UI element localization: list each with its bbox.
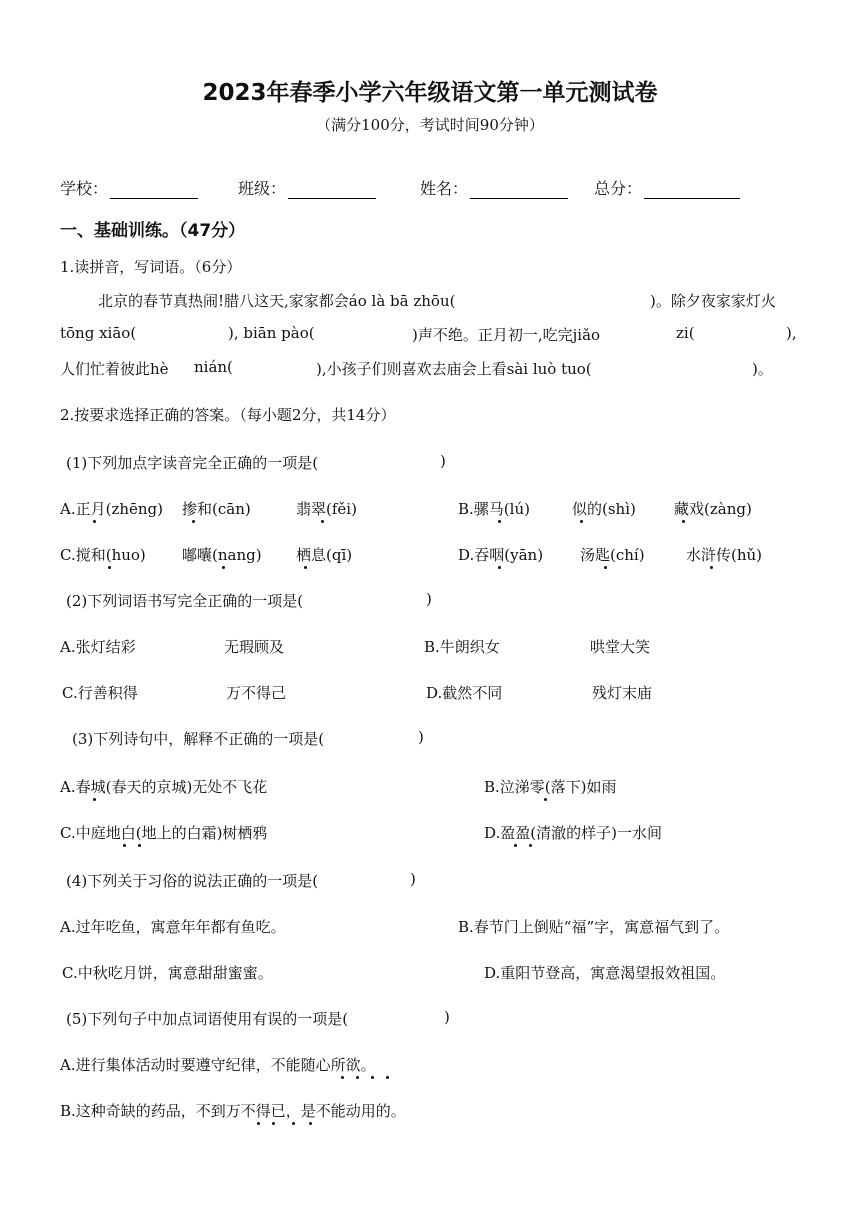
q1-line2-a: tōng xiāo(: [60, 324, 137, 342]
q2-p2-option-b2: 哄堂大笑: [590, 638, 651, 656]
q1-line2-c: )声不绝。正月初一,吃完jiǎo: [412, 326, 601, 344]
q2-p1-option-b2: 似的(shì): [572, 500, 636, 518]
page-subtitle: （满分100分，考试时间90分钟）: [316, 116, 544, 134]
q1-line2-b: ), biān pào(: [228, 324, 315, 342]
q2-p1-option-a2: 掺和(cān): [182, 500, 251, 518]
q2-p1-option-d2: 汤匙(chí): [580, 546, 645, 564]
q2-p5-close: ): [444, 1008, 450, 1026]
q1-line3-c: ),小孩子们则喜欢去庙会上看sài luò tuo(: [316, 360, 592, 378]
q2-p1-stem: (1)下列加点字读音完全正确的一项是(: [66, 454, 319, 472]
q2-p4-close: ): [410, 870, 416, 888]
q2-p3-option-b: B.泣涕零(落下)如雨: [484, 778, 617, 796]
q1-line3-b: nián(: [194, 358, 233, 376]
q2-p3-stem: (3)下列诗句中，解释不正确的一项是(: [72, 730, 325, 748]
q2-p1-option-a: A.正月(zhēng): [60, 500, 164, 518]
total-field: [594, 176, 740, 199]
q2-p3-option-d: D.盈盈(清澈的样子)一水间: [484, 824, 662, 842]
q1-line2-d: zi(: [676, 324, 695, 342]
q2-p3-close: ): [418, 728, 424, 746]
q2-title: 2.按要求选择正确的答案。（每小题2分，共14分）: [60, 406, 396, 424]
q2-p1-option-d: D.吞咽(yān): [458, 546, 544, 564]
q2-p2-stem: (2)下列词语书写完全正确的一项是(: [66, 592, 304, 610]
school-blank[interactable]: [110, 180, 198, 199]
name-blank[interactable]: [470, 180, 568, 199]
q2-p2-option-b: B.牛朗织女: [424, 638, 500, 656]
class-blank[interactable]: [288, 180, 376, 199]
q1-line1-b: )。除夕夜家家灯火: [650, 292, 776, 310]
q2-p1-option-b3: 藏戏(zàng): [674, 500, 752, 518]
q2-p5-option-a: A.进行集体活动时要遵守纪律，不能随心所欲。: [60, 1056, 376, 1074]
q2-p2-option-a: A.张灯结彩: [60, 638, 136, 656]
q2-p1-option-c3: 栖息(qī): [296, 546, 353, 564]
page-title: 2023年春季小学六年级语文第一单元测试卷: [202, 80, 658, 106]
school-label: 学校：: [60, 179, 109, 198]
q2-p2-option-c: C.行善积得: [62, 684, 138, 702]
total-label: 总分：: [594, 179, 643, 198]
q1-line3-a: 人们忙着彼此hè: [60, 360, 169, 378]
q2-p5-stem: (5)下列句子中加点词语使用有误的一项是(: [66, 1010, 349, 1028]
name-label: 姓名：: [420, 179, 469, 198]
q2-p2-option-d2: 残灯末庙: [592, 684, 653, 702]
q2-p2-option-d: D.截然不同: [426, 684, 503, 702]
q2-p2-option-c2: 万不得己: [226, 684, 287, 702]
q2-p4-stem: (4)下列关于习俗的说法正确的一项是(: [66, 872, 319, 890]
section1-title: 一、基础训练。（47分）: [60, 221, 246, 241]
q2-p2-close: ): [426, 590, 432, 608]
school-field: [60, 176, 198, 199]
q2-p4-option-d: D.重阳节登高，寓意渴望报效祖国。: [484, 964, 726, 982]
q2-p1-option-c2: 嘟囔(nang): [182, 546, 262, 564]
q2-p1-option-a3: 翡翠(fěi): [296, 500, 357, 518]
q1-line1-a: 北京的春节真热闹!腊八这天,家家都会áo là bā zhōu(: [98, 292, 456, 310]
q2-p4-option-a: A.过年吃鱼，寓意年年都有鱼吃。: [60, 918, 286, 936]
q2-p4-option-b: B.春节门上倒贴“福”字，寓意福气到了。: [458, 918, 730, 936]
q1-title: 1.读拼音，写词语。（6分）: [60, 258, 242, 276]
q2-p3-option-c: C.中庭地白(地上的白霜)树栖鸦: [60, 824, 268, 842]
q2-p3-option-a: A.春城(春天的京城)无处不飞花: [60, 778, 268, 796]
name-field: [420, 176, 568, 199]
q1-line3-d: )。: [752, 360, 773, 378]
total-blank[interactable]: [644, 180, 740, 199]
q2-p1-close: ): [440, 452, 446, 470]
q2-p1-option-b: B.骡马(lú): [458, 500, 530, 518]
q2-p4-option-c: C.中秋吃月饼，寓意甜甜蜜蜜。: [62, 964, 273, 982]
class-label: 班级：: [238, 179, 287, 198]
q1-line2-e: ),: [786, 324, 797, 342]
class-field: [238, 176, 376, 199]
q2-p1-option-d3: 水浒传(hǔ): [686, 546, 763, 564]
q2-p2-option-a2: 无瑕顾及: [224, 638, 285, 656]
q2-p5-option-b: B.这种奇缺的药品，不到万不得已，是不能动用的。: [60, 1102, 406, 1120]
q2-p1-option-c: C.搅和(huo): [60, 546, 146, 564]
